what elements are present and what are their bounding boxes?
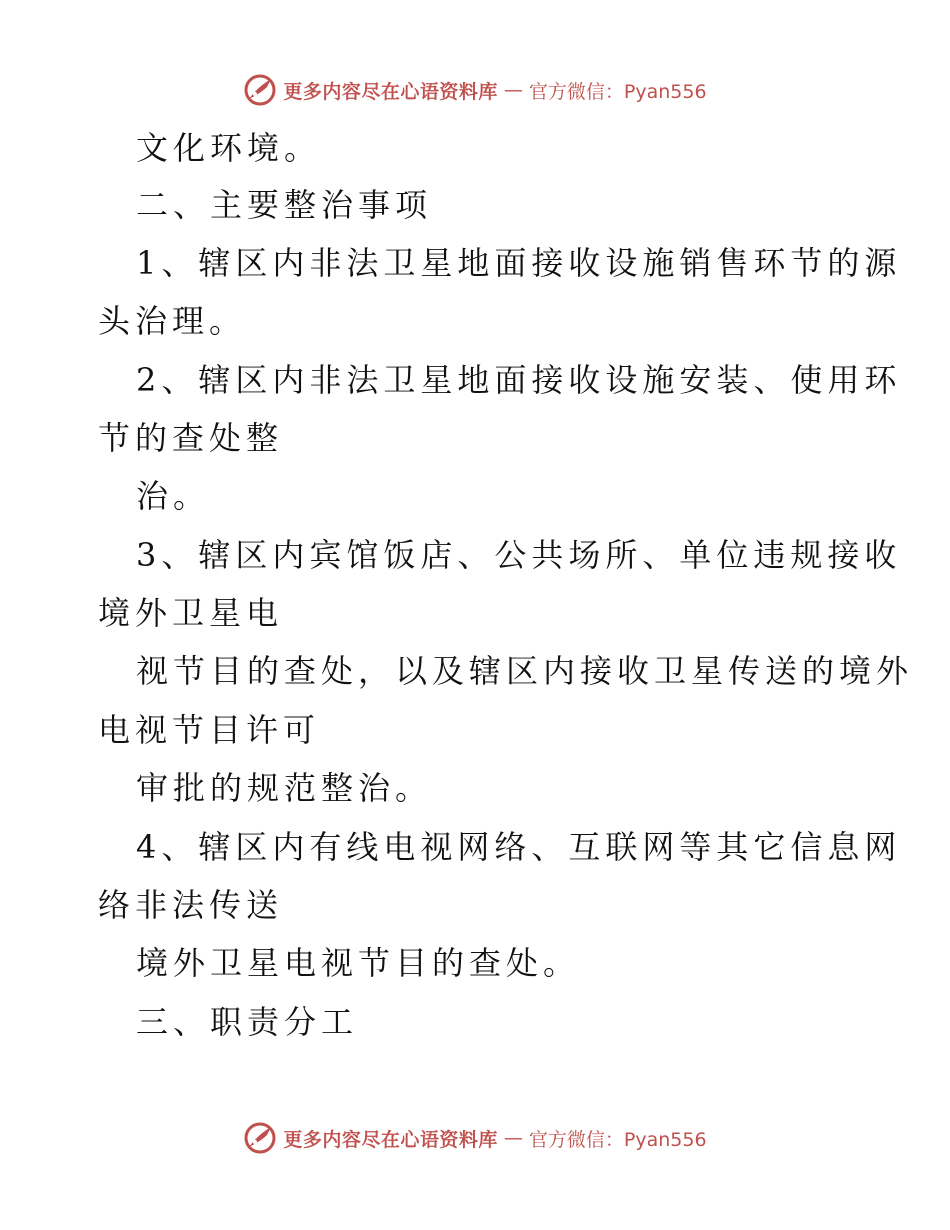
- body-line: 视节目的查处，以及辖区内接收卫星传送的境外: [136, 652, 914, 690]
- body-line: 1、辖区内非法卫星地面接收设施销售环节的源: [136, 244, 902, 282]
- watermark-title: 更多内容尽在心语资料库: [283, 80, 498, 103]
- body-line: 3、辖区内宾馆饭店、公共场所、单位违规接收: [136, 536, 902, 574]
- body-line: 审批的规范整治。: [136, 769, 433, 807]
- pen-logo-icon: [243, 73, 277, 107]
- body-line: 境外卫星电视节目的查处。: [136, 944, 581, 982]
- section-heading: 三、职责分工: [136, 1003, 359, 1041]
- header-watermark: [0, 70, 950, 110]
- watermark-wechat: 官方微信：Pyan556: [528, 80, 707, 103]
- body-line: 电视节目许可: [98, 711, 321, 749]
- watermark-wechat: 官方微信：Pyan556: [528, 1128, 707, 1151]
- watermark-dash: —: [503, 1127, 523, 1149]
- watermark-title: 更多内容尽在心语资料库: [283, 1128, 498, 1151]
- body-line: 节的查处整: [98, 419, 284, 457]
- body-line: 络非法传送: [98, 886, 284, 924]
- section-heading: 二、主要整治事项: [136, 186, 433, 224]
- pen-logo-icon: [243, 1121, 277, 1155]
- body-line: 文化环境。: [136, 129, 322, 167]
- watermark-dash: —: [503, 79, 523, 101]
- body-line: 2、辖区内非法卫星地面接收设施安装、使用环: [136, 361, 902, 399]
- footer-watermark: [0, 1118, 950, 1158]
- body-line: 治。: [136, 477, 211, 515]
- body-line: 头治理。: [98, 302, 247, 340]
- body-line: 4、辖区内有线电视网络、互联网等其它信息网: [136, 828, 902, 866]
- body-line: 境外卫星电: [98, 594, 284, 632]
